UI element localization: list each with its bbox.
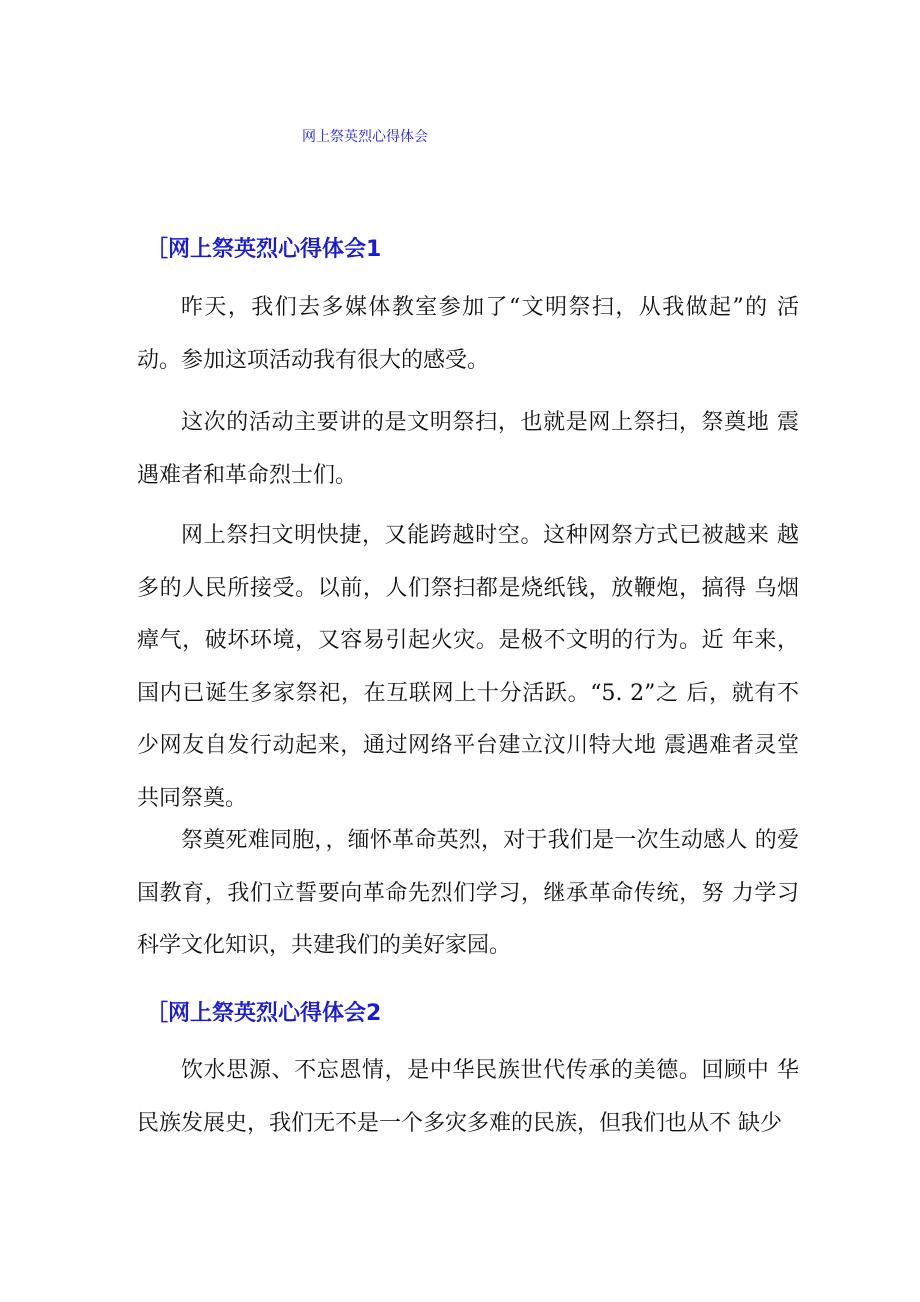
- section-heading-1: ［网上祭英烈心得体会1: [146, 237, 382, 262]
- document-title: 网上祭英烈心得体会: [302, 129, 428, 145]
- paragraph: 祭奠死难同胞，，缅怀革命英烈，对于我们是一次生动感人 的爱国教育，我们立誓要向革命先烈们学习，继承革命传统，努 力学习科学文化知识，共建我们的美好家园。: [137, 828, 799, 959]
- paragraph: 昨天，我们去多媒体教室参加了“文明祭扫，从我做起”的 活动。参加这项活动我有很大的感受。: [137, 295, 799, 373]
- section-heading-2: ［网上祭英烈心得体会2: [146, 1001, 382, 1026]
- paragraph: 这次的活动主要讲的是文明祭扫，也就是网上祭扫，祭奠地 震遇难者和革命烈士们。: [137, 410, 799, 488]
- paragraph: 饮水思源、不忘恩情，是中华民族世代传承的美德。回顾中 华民族发展史，我们无不是一个多灾多难的民族，但我们也从不 缺少: [137, 1058, 799, 1136]
- paragraph: 网上祭扫文明快捷，又能跨越时空。这种网祭方式已被越来 越多的人民所接受。以前，人们祭扫都是烧纸钱，放鞭炮，搞得 乌烟瘴气，破坏环境，又容易引起火灾。是极不文明的行为。近 年来，国内已诞生多家祭祀，在互联网上十分活跃。“5. 2”之 后，就有不少网友自发行动起来，通过网络平台建立汶川特大地 震遇难者灵堂共同祭奠。: [137, 523, 799, 811]
